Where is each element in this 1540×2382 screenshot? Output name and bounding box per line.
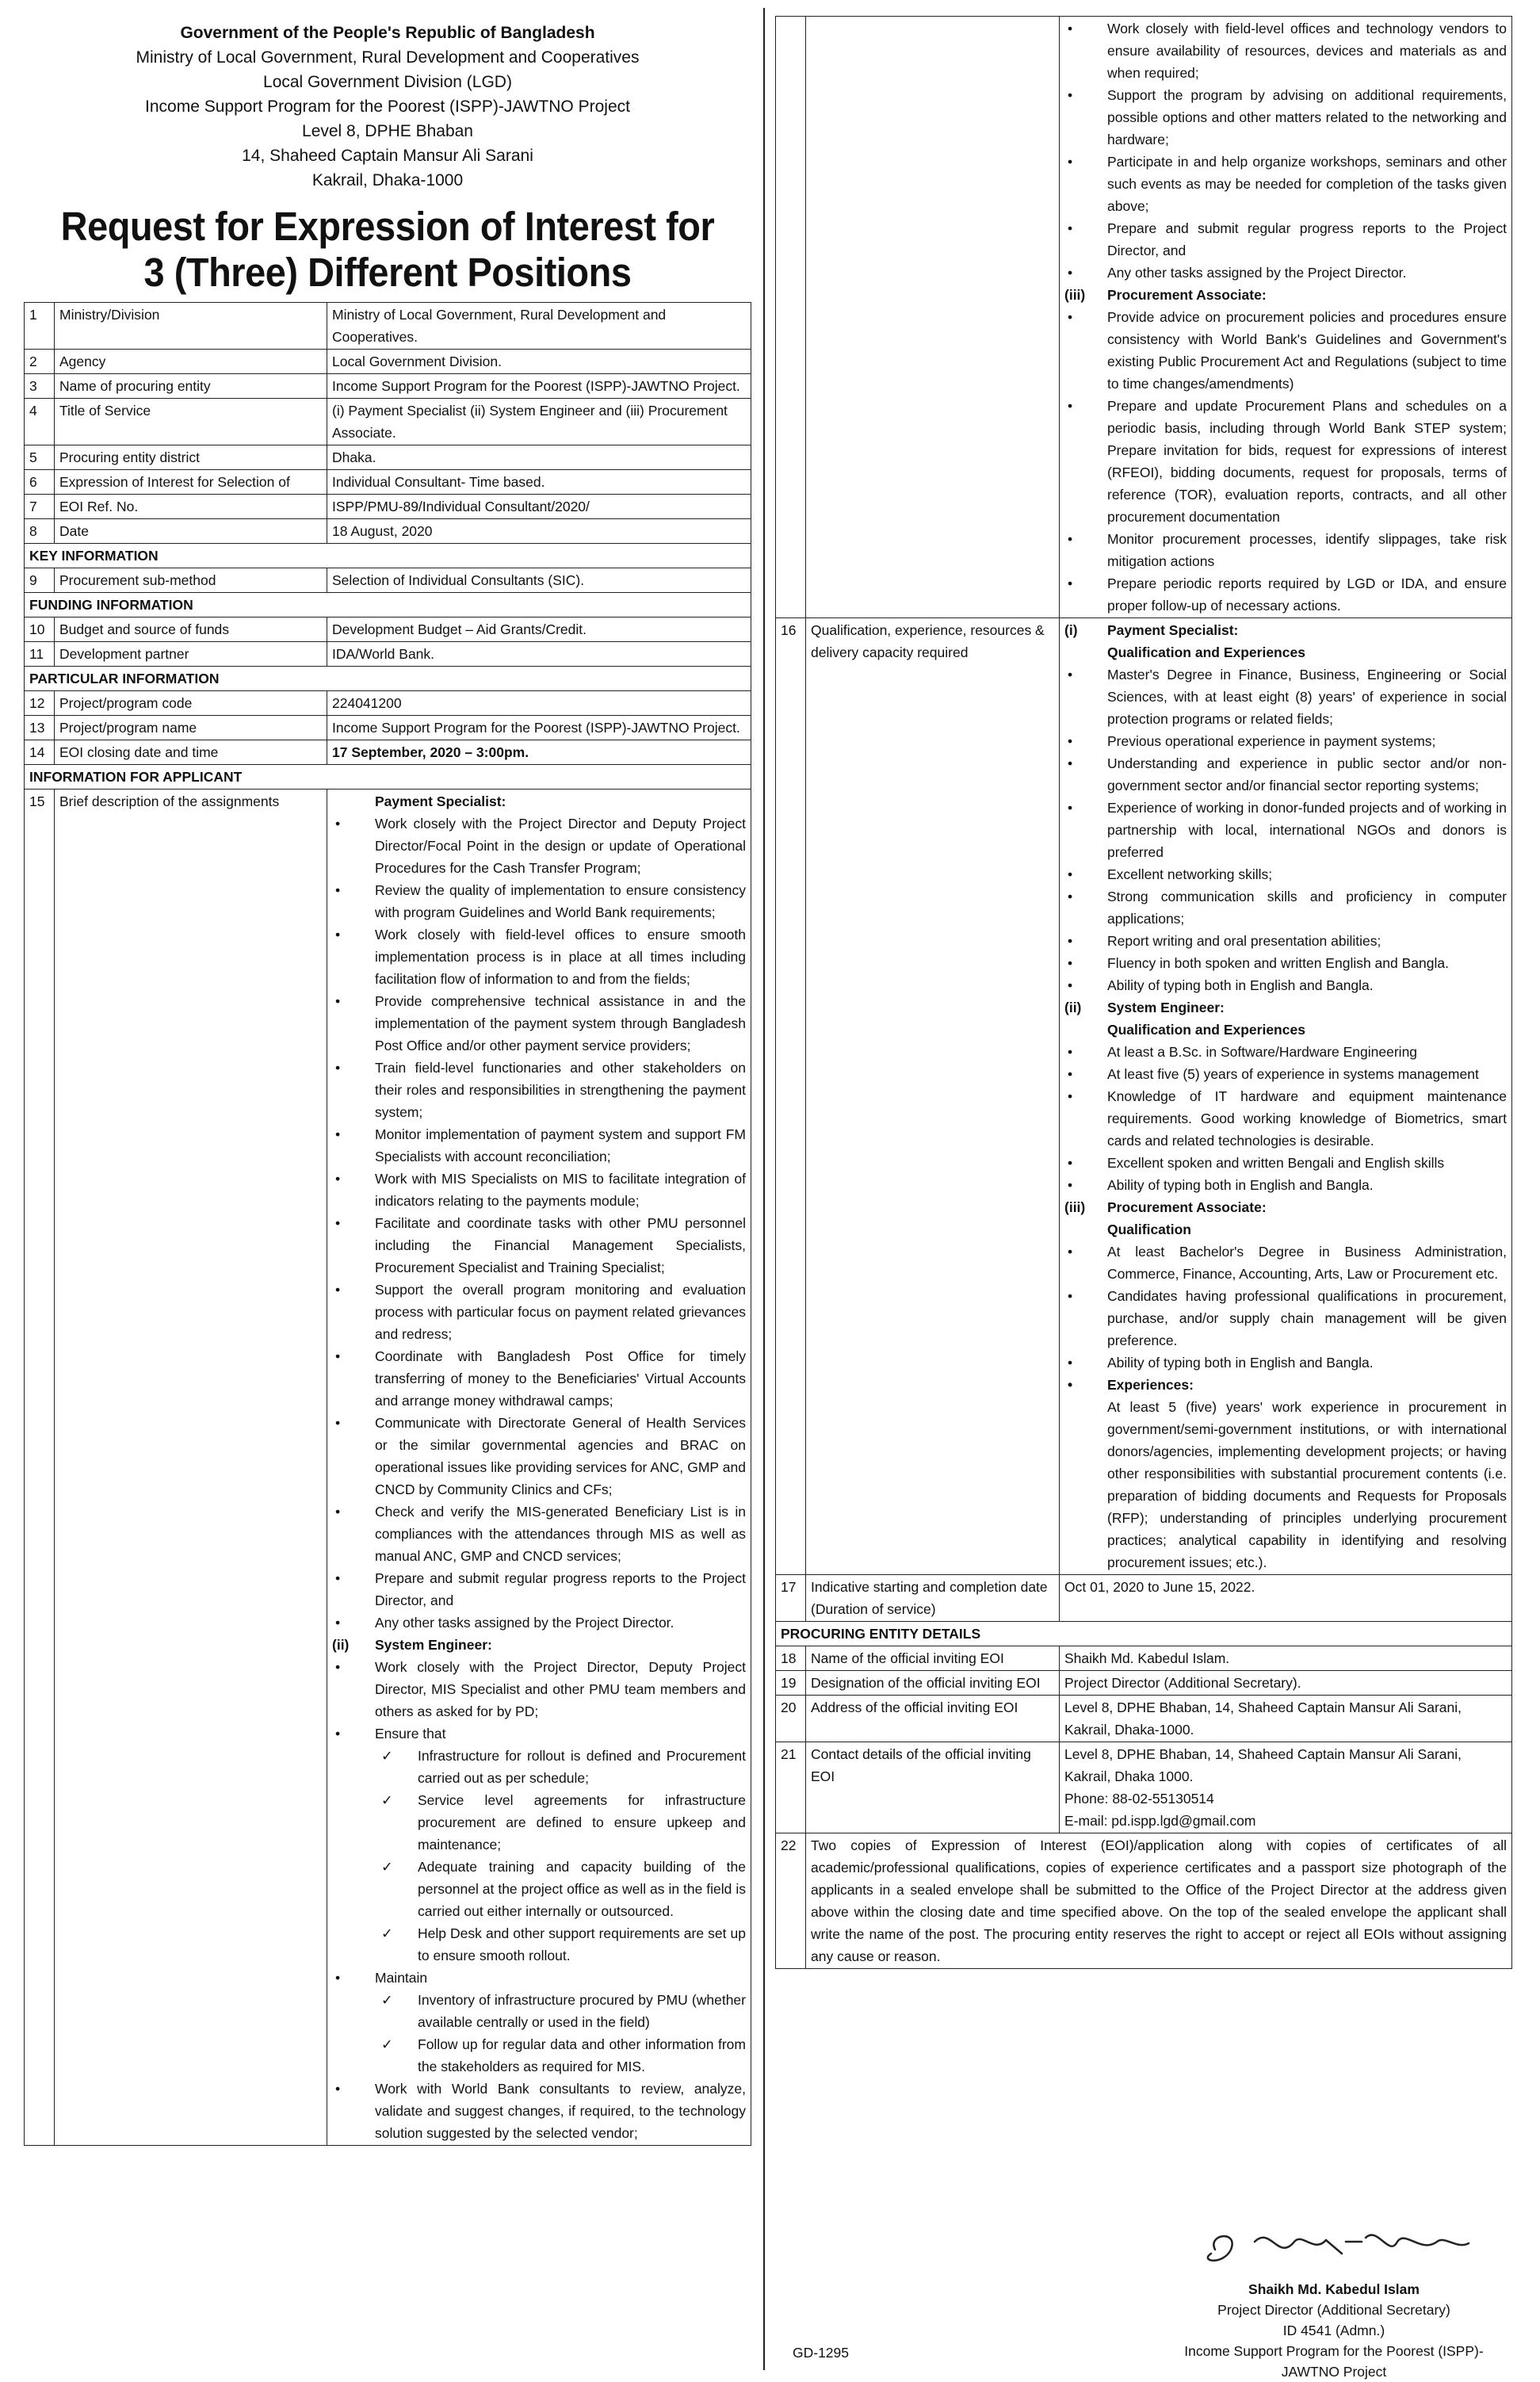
row-label: Address of the official inviting EOI (806, 1696, 1060, 1742)
table-row (776, 1696, 1512, 1742)
row-label: Name of procuring entity (55, 374, 327, 399)
row-label: Project/program code (55, 691, 327, 716)
list-item: • Communicate with Directorate General of Health Services or the similar governmental agencies and BRAC on operational issues like providing services for ANC, GMP and CNCD by Community Clinics and CFs; (332, 1412, 746, 1501)
row-number: 7 (25, 495, 55, 519)
list-item: • Prepare and submit regular progress reports to the Project Director, and (1064, 217, 1507, 262)
row-number: 14 (25, 740, 55, 765)
row-number: 13 (25, 716, 55, 740)
row-value: Level 8, DPHE Bhaban, 14, Shaheed Captain Mansur Ali Sarani, Kakrail, Dhaka-1000. (1060, 1696, 1512, 1742)
subsection-title: System Engineer: (375, 1637, 492, 1653)
row-number: 4 (25, 399, 55, 445)
row-number: 22 (776, 1833, 806, 1969)
eoi-table-right (775, 16, 1512, 1969)
gd-code: GD-1295 (793, 2345, 850, 2361)
subsection-title: Procurement Associate: (1107, 287, 1267, 303)
check-item: ✓ Inventory of infrastructure procured by PMU (whether available centrally or used in the field) (375, 1989, 746, 2033)
signature-block (1160, 2218, 1508, 2382)
maintain-checklist (375, 1989, 746, 2078)
list-item: • Strong communication skills and proficiency in computer applications; (1064, 885, 1507, 930)
table-row (25, 350, 751, 374)
contact-email: E-mail: pd.ispp.lgd@gmail.com (1064, 1813, 1256, 1829)
list-item (332, 1967, 746, 2078)
right-column (775, 16, 1512, 1969)
qualifications (1060, 618, 1512, 1575)
list-item: • Excellent spoken and written Bengali and English skills (1064, 1152, 1507, 1174)
assignments-continued (1060, 17, 1512, 618)
row-number: 15 (25, 790, 55, 2146)
list-item (332, 1722, 746, 1967)
row-value (1060, 1742, 1512, 1833)
row-label: Indicative starting and completion date (Duration of service) (806, 1575, 1060, 1622)
header-government: Government of the People's Republic of Bangladesh (180, 24, 595, 42)
row-value: Income Support Program for the Poorest (ISPP)-JAWTNO Project. (327, 716, 751, 740)
list-item: • Work with MIS Specialists on MIS to facilitate integration of indicators relating to the payments module; (332, 1168, 746, 1212)
row-value: Shaikh Md. Kabedul Islam. (1060, 1646, 1512, 1671)
signatory-org: Income Support Program for the Poorest (ISPP)- (1184, 2343, 1484, 2359)
section-heading: PROCURING ENTITY DETAILS (776, 1622, 1512, 1646)
row-value: Income Support Program for the Poorest (ISPP)-JAWTNO Project. (327, 374, 751, 399)
section-heading: FUNDING INFORMATION (25, 593, 751, 617)
row-label: Name of the official inviting EOI (806, 1646, 1060, 1671)
ensure-checklist (375, 1745, 746, 1967)
table-row (776, 1646, 1512, 1671)
row-number: 1 (25, 303, 55, 350)
list-item: • Prepare and update Procurement Plans and schedules on a periodic basis, including through World Bank STEP system; Prepare invitation for bids, request for expressions of interest (RFEOI), bidding documents, request for proposals, terms of reference (TOR), evaluation reports, contracts, and all other procurement documentation (1064, 395, 1507, 528)
list-item: • Ability of typing both in English and Bangla. (1064, 974, 1507, 996)
list-item: • Understanding and experience in public sector and/or non-government sector and/or financial sector reporting systems; (1064, 752, 1507, 797)
check-item: ✓ Infrastructure for rollout is defined and Procurement carried out as per schedule; (375, 1745, 746, 1789)
procurement-associate-title (1064, 284, 1507, 306)
list-item: • Knowledge of IT hardware and equipment maintenance requirements. Good working knowledge of Biometrics, smart cards and related technologies is desirable. (1064, 1085, 1507, 1152)
row-value: Ministry of Local Government, Rural Development and Cooperatives. (327, 303, 751, 350)
header-project: Income Support Program for the Poorest (ISPP)-JAWTNO Project (145, 97, 630, 116)
row-number: 21 (776, 1742, 806, 1833)
row-value: ISPP/PMU-89/Individual Consultant/2020/ (327, 495, 751, 519)
title-line-1: Request for Expression of Interest for (60, 204, 715, 249)
roman-numeral: (ii) (1064, 1000, 1082, 1015)
contact-address: Level 8, DPHE Bhaban, 14, Shaheed Captain Mansur Ali Sarani, Kakrail, Dhaka 1000. (1064, 1746, 1462, 1784)
list-item: • Provide comprehensive technical assistance in and the implementation of the payment system through Bangladesh Post Office and/or other payment service providers; (332, 990, 746, 1057)
table-row (25, 716, 751, 740)
row-label: Ministry/Division (55, 303, 327, 350)
list-item: • Ability of typing both in English and Bangla. (1064, 1352, 1507, 1374)
row-label: Designation of the official inviting EOI (806, 1671, 1060, 1696)
roman-numeral: (ii) (332, 1637, 350, 1653)
list-item: • Candidates having professional qualifications in procurement, purchase, and/or supply chain management will be given preference. (1064, 1285, 1507, 1352)
row-number: 19 (776, 1671, 806, 1696)
list-item: • Support the program by advising on additional requirements, possible options and other matters related to the networking and hardware; (1064, 84, 1507, 151)
subsection-title: System Engineer: (1107, 1000, 1225, 1015)
list-item: • Work with World Bank consultants to review, analyze, validate and suggest changes, if required, to the technology solution suggested by the selected vendor; (332, 2078, 746, 2144)
row-number: 2 (25, 350, 55, 374)
roman-numeral: (i) (1064, 622, 1078, 638)
list-item: • Work closely with field-level offices and technology vendors to ensure availability of resources, devices and materials as and when required; (1064, 17, 1507, 84)
row-label: Procurement sub-method (55, 568, 327, 593)
section-heading: KEY INFORMATION (25, 544, 751, 568)
list-item: • Any other tasks assigned by the Project Director. (332, 1612, 746, 1634)
payment-tasks-list (332, 812, 746, 1634)
row-label: Expression of Interest for Selection of (55, 470, 327, 495)
table-row (776, 17, 1512, 618)
row-label: Qualification, experience, resources & delivery capacity required (806, 618, 1060, 1575)
row-value: 224041200 (327, 691, 751, 716)
row-value: IDA/World Bank. (327, 642, 751, 667)
row-value: Oct 01, 2020 to June 15, 2022. (1060, 1575, 1512, 1622)
list-item: • Work closely with the Project Director and Deputy Project Director/Focal Point in the design or update of Operational Procedures for the Cash Transfer Program; (332, 812, 746, 879)
row-value: Two copies of Expression of Interest (EOI)/application along with copies of certificates of all academic/professional qualifications, copies of experience certificates and a passport size photograph of the applicants in a sealed envelope shall be submitted to the Office of the Project Director at the address given above within the closing date and time specified above. On the top of the sealed envelope the applicant shall write the name of the post. The procuring entity reserves the right to accept or reject all EOIs without assigning any cause or reason. (806, 1833, 1512, 1969)
row-value: Individual Consultant- Time based. (327, 470, 751, 495)
row-label: Brief description of the assignments (55, 790, 327, 2146)
row-value: Dhaka. (327, 445, 751, 470)
payment-qualification-list (1064, 663, 1507, 996)
list-item: • Experience of working in donor-funded projects and of working in partnership with local, international NGOs and donors is preferred (1064, 797, 1507, 863)
list-item: • Previous operational experience in payment systems; (1064, 730, 1507, 752)
table-row (25, 790, 751, 2146)
list-item: • Prepare and submit regular progress reports to the Project Director, and (332, 1567, 746, 1612)
subsection-subtitle: Qualification and Experiences (1107, 1022, 1305, 1038)
system-engineer-title (332, 1634, 746, 1656)
row-value: Local Government Division. (327, 350, 751, 374)
row-value: Project Director (Additional Secretary). (1060, 1671, 1512, 1696)
list-item: • Monitor procurement processes, identify slippages, take risk mitigation actions (1064, 528, 1507, 572)
procurement-qualification-title (1064, 1196, 1507, 1218)
contact-phone: Phone: 88-02-55130514 (1064, 1791, 1214, 1807)
header-address-3: Kakrail, Dhaka-1000 (311, 171, 464, 189)
ensure-label: Ensure that (375, 1726, 446, 1742)
signatory-org-2: JAWTNO Project (1281, 2364, 1387, 2380)
row-label: Development partner (55, 642, 327, 667)
payment-qualification-title (1064, 619, 1507, 641)
list-item: • Support the overall program monitoring and evaluation process with particular focus on payment related grievances and redress; (332, 1279, 746, 1345)
procurement-qualification-list (1064, 1241, 1507, 1396)
subsection-title: Procurement Associate: (1107, 1199, 1267, 1215)
section-heading: PARTICULAR INFORMATION (25, 667, 751, 691)
row-number: 16 (776, 618, 806, 1575)
row-label: Agency (55, 350, 327, 374)
list-item: • Master's Degree in Finance, Business, Engineering or Social Sciences, with at least eight (8) years' of experience in social protection programs or related fields; (1064, 663, 1507, 730)
list-item: • Work closely with field-level offices to ensure smooth implementation process is in place at all times including facilitation flow of information to and from the fields; (332, 923, 746, 990)
maintain-label: Maintain (375, 1970, 428, 1986)
list-item: • Coordinate with Bangladesh Post Office for timely transferring of money to the Beneficiaries' Virtual Accounts and arrange money withdrawal camps; (332, 1345, 746, 1412)
signatory-name: Shaikh Md. Kabedul Islam (1248, 2281, 1420, 2297)
table-row (25, 519, 751, 544)
subsection-subtitle: Qualification and Experiences (1107, 644, 1305, 660)
table-row (25, 568, 751, 593)
subsection-title: Payment Specialist: (1107, 622, 1239, 638)
row-value: Selection of Individual Consultants (SIC). (327, 568, 751, 593)
list-item: • Excellent networking skills; (1064, 863, 1507, 885)
row-label: Project/program name (55, 716, 327, 740)
row-number: 5 (25, 445, 55, 470)
title-line-2: 3 (Three) Different Positions (143, 250, 632, 295)
check-item: ✓ Service level agreements for infrastructure procurement are defined to ensure upkeep and maintenance; (375, 1789, 746, 1856)
assignments-description (327, 790, 751, 2146)
row-label: Procuring entity district (55, 445, 327, 470)
table-row (776, 1742, 1512, 1833)
row-number: 11 (25, 642, 55, 667)
experience-text: At least 5 (five) years' work experience in procurement in government/semi-government institutions, or with international donors/agencies, implementing development projects; or having other responsibilities with substantial procurement contents (i.e. preparation of bidding documents and Requests for Proposals (RFP); understanding of principles underlying procurement practices; analytical capability in identifying and resolving procurement issues; etc.). (1107, 1399, 1507, 1570)
list-item: • Fluency in both spoken and written English and Bangla. (1064, 952, 1507, 974)
row-value: Development Budget – Aid Grants/Credit. (327, 617, 751, 642)
header-ministry: Ministry of Local Government, Rural Development and Cooperatives (136, 48, 640, 67)
section-heading: INFORMATION FOR APPLICANT (25, 765, 751, 790)
row-number: 8 (25, 519, 55, 544)
list-item: • Work closely with the Project Director, Deputy Project Director, MIS Specialist and other PMU team members and others as asked for by PD; (332, 1656, 746, 1722)
list-item: • Report writing and oral presentation abilities; (1064, 930, 1507, 952)
list-item: • Prepare periodic reports required by LGD or IDA, and ensure proper follow-up of necessary actions. (1064, 572, 1507, 617)
list-item: • Any other tasks assigned by the Project Director. (1064, 262, 1507, 284)
table-row (776, 1833, 1512, 1969)
row-label: EOI closing date and time (55, 740, 327, 765)
row-value: 17 September, 2020 – 3:00pm. (327, 740, 751, 765)
row-number: 18 (776, 1646, 806, 1671)
table-row (25, 617, 751, 642)
row-value: 18 August, 2020 (327, 519, 751, 544)
procurement-tasks-list (1064, 306, 1507, 617)
document-header (24, 21, 751, 193)
system-tasks-list-continued (1064, 17, 1507, 284)
check-item: ✓ Adequate training and capacity building of the personnel at the project office as well as in the field is carried out either internally or outsourced. (375, 1856, 746, 1922)
row-label: Budget and source of funds (55, 617, 327, 642)
page-title (53, 204, 723, 296)
table-row (776, 1671, 1512, 1696)
table-row (25, 303, 751, 350)
check-item: ✓ Help Desk and other support requirements are set up to ensure smooth rollout. (375, 1922, 746, 1967)
list-item: • Monitor implementation of payment system and support FM Specialists with account reconciliation; (332, 1123, 746, 1168)
system-tasks-list (332, 1656, 746, 2144)
row-label: Date (55, 519, 327, 544)
check-item: ✓ Follow up for regular data and other information from the stakeholders as required for MIS. (375, 2033, 746, 2078)
table-row (25, 740, 751, 765)
row-value: (i) Payment Specialist (ii) System Engineer and (iii) Procurement Associate. (327, 399, 751, 445)
table-row (25, 495, 751, 519)
header-address-1: Level 8, DPHE Bhaban (302, 122, 473, 140)
header-address-2: 14, Shaheed Captain Mansur Ali Sarani (242, 147, 533, 165)
list-item: • At least five (5) years of experience in systems management (1064, 1063, 1507, 1085)
list-item: • Train field-level functionaries and other stakeholders on their roles and responsibilities in strengthening the payment system; (332, 1057, 746, 1123)
row-number: 17 (776, 1575, 806, 1622)
list-item: • At least a B.Sc. in Software/Hardware Engineering (1064, 1041, 1507, 1063)
table-row (25, 445, 751, 470)
list-item: • Experiences: (1064, 1374, 1507, 1396)
system-qualification-title (1064, 996, 1507, 1019)
list-item: • Ability of typing both in English and Bangla. (1064, 1174, 1507, 1196)
signature-scribble (1183, 2218, 1485, 2273)
eoi-table-left (24, 302, 751, 2146)
row-label: Title of Service (55, 399, 327, 445)
table-row (25, 691, 751, 716)
table-row (776, 618, 1512, 1575)
system-qualification-list (1064, 1041, 1507, 1196)
row-number: 10 (25, 617, 55, 642)
list-item: • Facilitate and coordinate tasks with other PMU personnel including the Financial Management Specialists, Procurement Specialist and Training Specialist; (332, 1212, 746, 1279)
header-division: Local Government Division (LGD) (263, 73, 512, 91)
list-item: • At least Bachelor's Degree in Business Administration, Commerce, Finance, Accounting, Arts, Law or Procurement etc. (1064, 1241, 1507, 1285)
table-row (25, 374, 751, 399)
roman-numeral: (iii) (1064, 1199, 1086, 1215)
list-item: • Participate in and help organize workshops, seminars and other such events as may be needed for completion of the tasks given above; (1064, 151, 1507, 217)
roman-numeral: (iii) (1064, 287, 1086, 303)
row-number: 9 (25, 568, 55, 593)
subsection-subtitle: Qualification (1107, 1222, 1191, 1237)
table-row (25, 470, 751, 495)
row-number: 3 (25, 374, 55, 399)
row-number: 20 (776, 1696, 806, 1742)
column-divider (763, 8, 765, 2370)
left-column (24, 16, 751, 2146)
list-item: • Provide advice on procurement policies and procedures ensure consistency with World Bank's Guidelines and Government's existing Public Procurement Act and Regulations (subject to time to time changes/amendments) (1064, 306, 1507, 395)
row-label: Contact details of the official inviting EOI (806, 1742, 1060, 1833)
row-number: 6 (25, 470, 55, 495)
signatory-designation: Project Director (Additional Secretary) (1217, 2302, 1450, 2318)
list-item: • Review the quality of implementation to ensure consistency with program Guidelines and World Bank requirements; (332, 879, 746, 923)
table-row (776, 1575, 1512, 1622)
table-row (25, 399, 751, 445)
payment-specialist-title: Payment Specialist: (375, 793, 506, 809)
signatory-id: ID 4541 (Admn.) (1282, 2323, 1385, 2338)
table-row (25, 642, 751, 667)
list-item: • Check and verify the MIS-generated Beneficiary List is in compliances with the attendances through MIS as well as manual ANC, GMP and CNCD services; (332, 1501, 746, 1567)
row-number: 12 (25, 691, 55, 716)
row-label: EOI Ref. No. (55, 495, 327, 519)
